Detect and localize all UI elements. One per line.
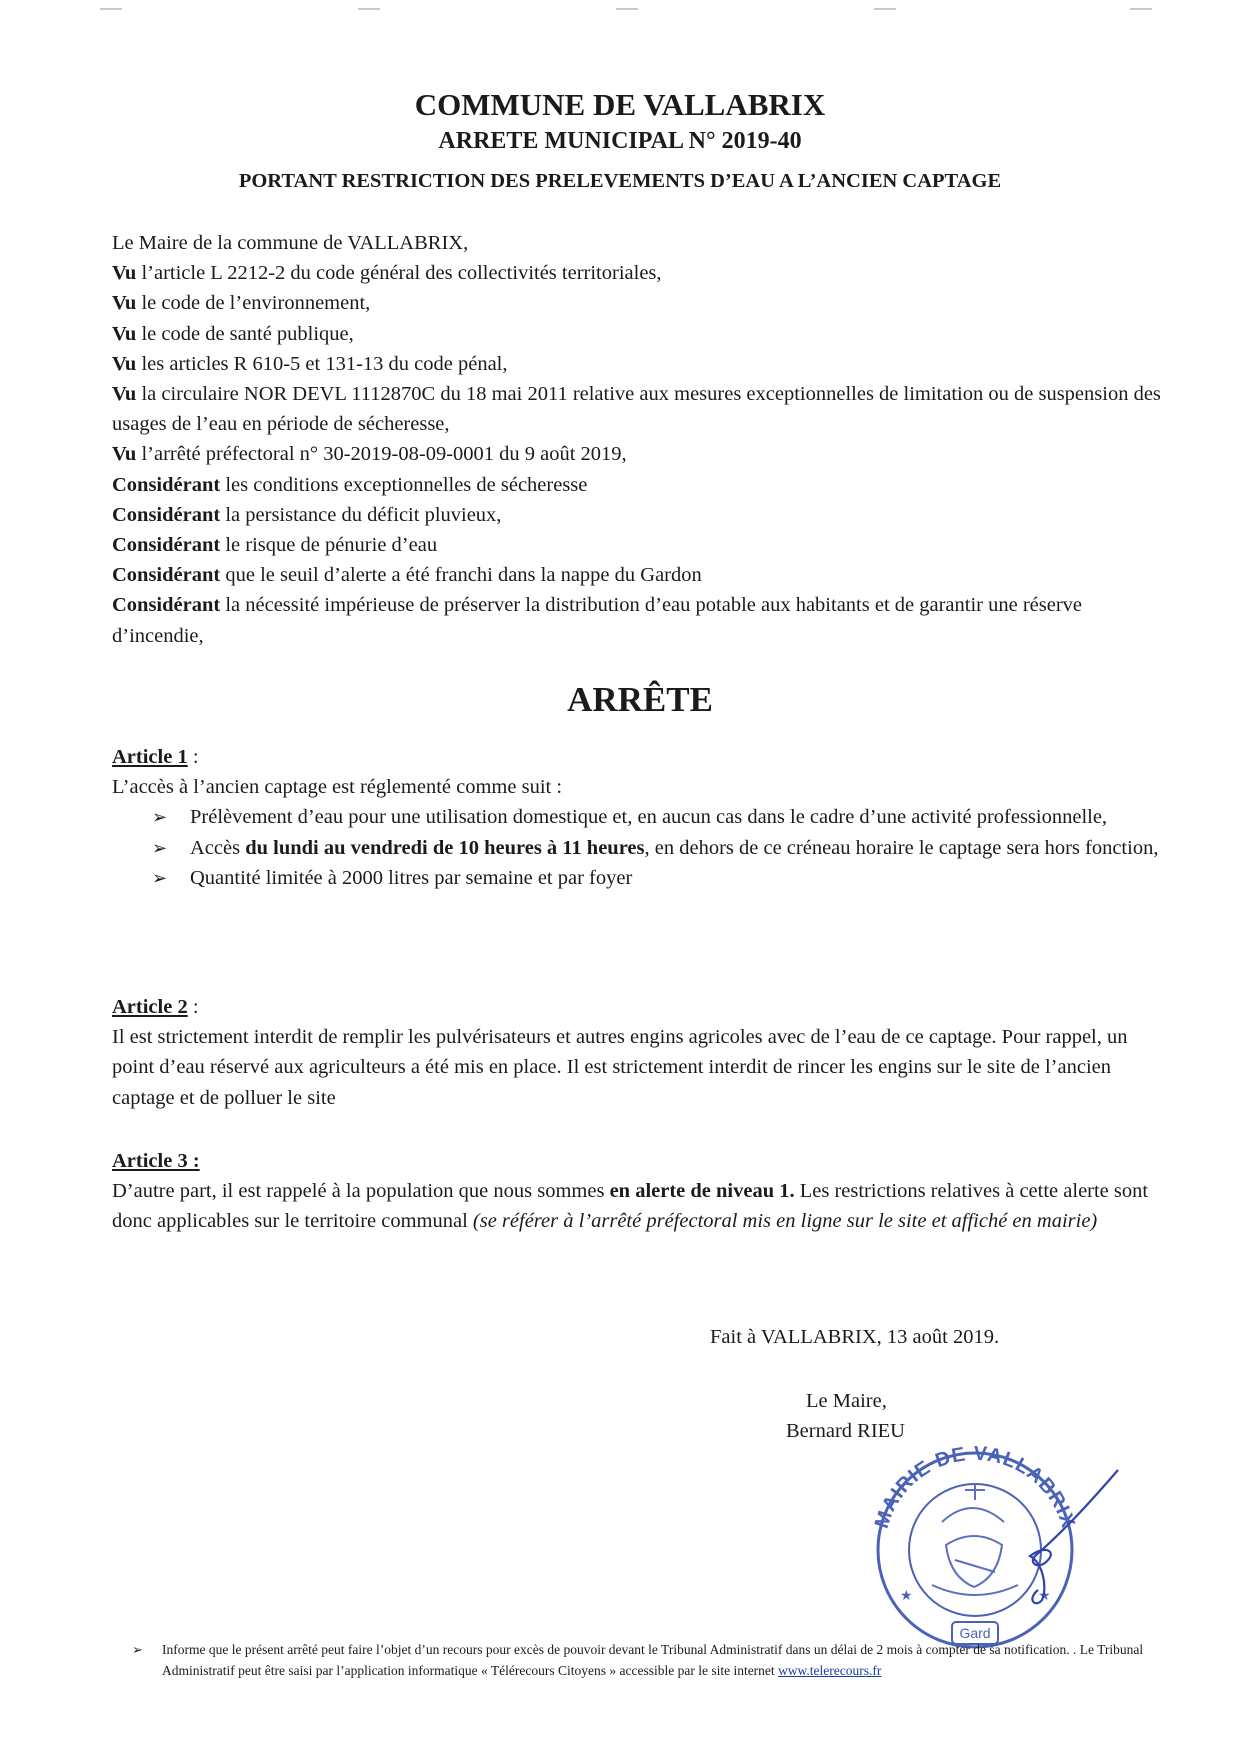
vu-line: Vu l’article L 2212-2 du code général des collectivités territoriales, <box>112 262 662 285</box>
list-item: ➢ Prélèvement d’eau pour une utilisation domestique et, en aucun cas dans le cadre d’une activité professionnelle, <box>152 802 1172 832</box>
article-1-intro: L’accès à l’ancien captage est réglementé comme suit : <box>112 776 563 799</box>
seal-ring-text: MAIRIE DE VALLABRIX <box>870 1442 1080 1532</box>
list-item: ➢ Quantité limitée à 2000 litres par semaine et par foyer <box>152 863 1172 893</box>
scan-mark <box>1130 8 1152 10</box>
considerant-line: Considérant que le seuil d’alerte a été franchi dans la nappe du Gardon <box>112 564 702 587</box>
article-1-heading: Article 1 : <box>112 746 199 768</box>
scan-mark <box>358 8 380 10</box>
considerant-line: Considérant la nécessité impérieuse de préserver la distribution d’eau potable aux habitants et de garantir une réserve d’incendie, <box>112 594 1083 647</box>
preamble-opening: Le Maire de la commune de VALLABRIX, <box>112 232 469 254</box>
scan-mark <box>874 8 896 10</box>
article-2-text: Il est strictement interdit de remplir les pulvérisateurs et autres engins agricoles avec de l’eau de ce captage. Pour rappel, un point d’eau réservé aux agriculteurs a été mis en place. Il est strictement interdit de rincer les engins sur le site de l’ancien captage et de polluer le site <box>112 1026 1128 1109</box>
vu-line: Vu le code de santé publique, <box>112 322 354 345</box>
vu-line: Vu les articles R 610-5 et 131-13 du code pénal, <box>112 352 508 375</box>
arrete-heading: ARRÊTE <box>567 680 713 719</box>
telerecours-link[interactable]: www.telerecours.fr <box>778 1662 882 1678</box>
seal-gard-label: Gard <box>959 1625 991 1641</box>
arrete-number: ARRETE MUNICIPAL N° 2019-40 <box>438 128 802 154</box>
arrow-bullet-icon: ➢ <box>152 867 168 888</box>
svg-text:★: ★ <box>900 1588 913 1604</box>
appeal-notice: ➢ Informe que le présent arrêté peut faire l’objet d’un recours pour excès de pouvoir devant le Tribunal Administratif dans un délai de 2 mois à compter de sa notification. . Le Tribunal Administratif peut être saisi par l’application informatique « Télérecours Citoyens » accessible par le site internet www.telerecours.fr <box>132 1642 1144 1678</box>
signature-name: Bernard RIEU <box>786 1420 905 1442</box>
article-3-heading: Article 3 : <box>112 1150 200 1172</box>
article-2 <box>112 992 1172 1113</box>
preamble <box>112 228 1172 651</box>
commune-title: COMMUNE DE VALLABRIX <box>414 87 826 122</box>
arrow-bullet-icon: ➢ <box>132 1642 143 1657</box>
article-3-text: D’autre part, il est rappelé à la population que nous sommes en alerte de niveau 1. Les restrictions relatives à cette alerte sont donc applicables sur le territoire communal (se référer à l’arrêté préfectoral mis en ligne sur le site et affiché en mairie) <box>112 1180 1149 1233</box>
article-1 <box>112 742 1172 893</box>
signature-place-date: Fait à VALLABRIX, 13 août 2019. <box>710 1326 1000 1348</box>
svg-text:★: ★ <box>1038 1588 1051 1604</box>
signature-role: Le Maire, <box>806 1390 887 1412</box>
scan-mark <box>100 8 122 10</box>
considerant-line: Considérant la persistance du déficit pluvieux, <box>112 503 502 526</box>
scan-mark <box>616 8 638 10</box>
considerant-line: Considérant les conditions exceptionnelles de sécheresse <box>112 473 588 496</box>
article-2-heading: Article 2 : <box>112 996 199 1018</box>
vu-line: Vu la circulaire NOR DEVL 1112870C du 18 mai 2011 relative aux mesures exceptionnelles de limitation ou de suspension des usages de l’eau en période de sécheresse, <box>112 383 1161 436</box>
list-item: ➢ Accès du lundi au vendredi de 10 heures à 11 heures, en dehors de ce créneau horaire le captage sera hors fonction, <box>152 833 1172 863</box>
considerant-line: Considérant le risque de pénurie d’eau <box>112 534 438 557</box>
vu-line: Vu le code de l’environnement, <box>112 292 371 315</box>
arrete-subject: PORTANT RESTRICTION DES PRELEVEMENTS D’EAU A L’ANCIEN CAPTAGE <box>238 170 1002 192</box>
arrow-bullet-icon: ➢ <box>152 807 168 828</box>
vu-line: Vu l’arrêté préfectoral n° 30-2019-08-09-0001 du 9 août 2019, <box>112 443 627 466</box>
article-3 <box>112 1146 1172 1237</box>
mairie-seal-icon <box>860 1410 1140 1660</box>
arrow-bullet-icon: ➢ <box>152 837 168 858</box>
article-1-list <box>112 802 1172 893</box>
document-header <box>0 86 1240 196</box>
